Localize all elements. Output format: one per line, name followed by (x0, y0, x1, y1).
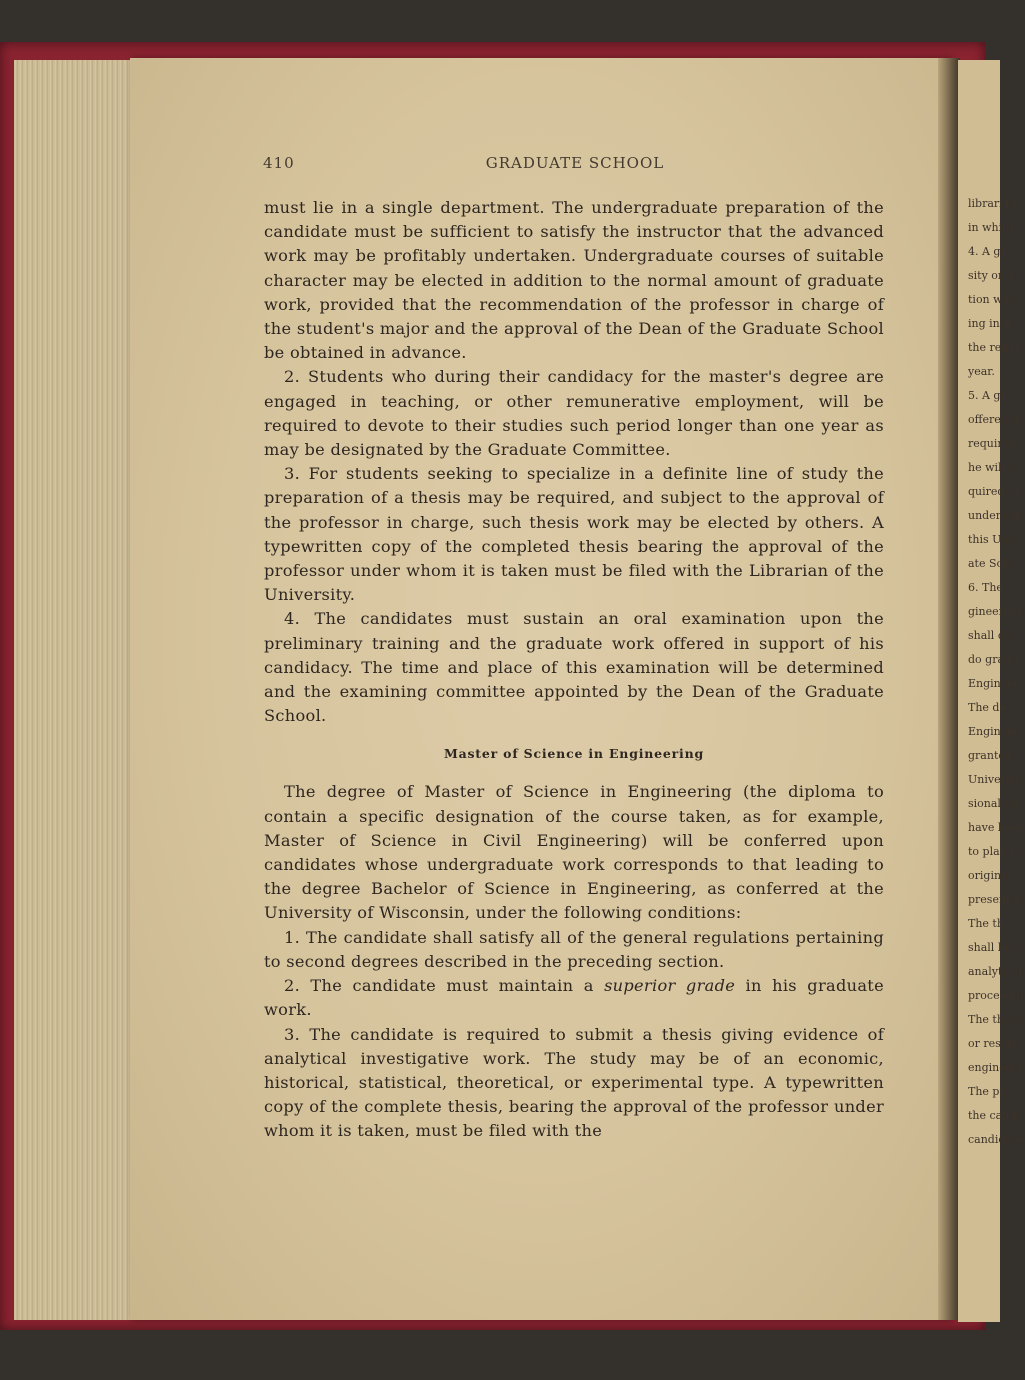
facing-page-fragment: analytical (968, 965, 1023, 978)
facing-page-fragment: original (968, 869, 1012, 882)
emphasis: superior grade (604, 976, 736, 996)
facing-page-fragment: Engineer, (968, 725, 1022, 738)
facing-page-fragment: the candi (968, 1109, 1020, 1122)
facing-page-fragment: The th (968, 917, 1004, 930)
paragraph: 2. Students who during their candidacy for the master's degree are engaged in teaching, or other remunerative employment, will be required to devote to their studies such period longer than one year as may be designated by the Graduate Committee. (264, 367, 884, 460)
facing-page-fragment: do gradu (968, 653, 1019, 666)
facing-page-fragment: required (968, 437, 1017, 450)
page-number: 410 (263, 154, 295, 172)
paragraph-text: in his graduate work. (264, 976, 884, 1020)
paragraph-text: 2. The candidate must maintain a (284, 976, 605, 996)
facing-page-fragment: engineeri (968, 1061, 1022, 1074)
page-body (264, 196, 884, 1144)
facing-page-fragment: have been (968, 821, 1025, 834)
paragraph: 1. The candidate shall satisfy all of the general regulations pertaining to second degrees described in the preceding section. (264, 927, 884, 971)
facing-page-fragment: sional an (968, 797, 1019, 810)
facing-page-edge (958, 60, 1025, 1322)
facing-page-fragment: gineering (968, 605, 1022, 618)
facing-page-fragment: or resear (968, 1037, 1020, 1050)
facing-page-fragment: year. (968, 365, 995, 378)
facing-page-fragment: granted (968, 749, 1012, 762)
paragraph: 3. For students seeking to specialize in a definite line of study the preparation of a thesis may be required, and subject to the approval of the professor in charge, such thesis work may be elected by others. A typewritten copy of the completed thesis bearing the approval of the professor under whom it is taken must be filed with the Librarian of the University. (264, 464, 884, 605)
facing-page-fragment: candidate (968, 1133, 1023, 1146)
facing-page-fragment: proceedin (968, 989, 1024, 1002)
facing-page-fragment: 6. The (968, 581, 1003, 594)
facing-page-fragment: sity or a (968, 269, 1014, 282)
book-gutter (938, 58, 960, 1320)
facing-page-fragment: the requi (968, 341, 1019, 354)
facing-page-fragment: in which (968, 221, 1016, 234)
facing-page-fragment: The pr (968, 1085, 1005, 1098)
facing-page-fragment: ing in w (968, 317, 1013, 330)
paragraph: must lie in a single department. The undergraduate preparation of the candidate must be sufficient to satisfy the instructor that the advanced work may be profitably undertaken. Undergraduate courses of suitable character may be elected in addition to the normal amount of graduate work, provided that the recommendation of the professor in charge of the student's major and the approval of the Dean of the Graduate School be obtained in advance. (264, 198, 884, 363)
facing-page-fragment: quired to (968, 485, 1019, 498)
facing-page-fragment: undergra (968, 509, 1020, 522)
facing-page-fragment: he will b (968, 461, 1016, 474)
facing-page-fragment: 4. A gr (968, 245, 1006, 258)
facing-page-fragment: The de (968, 701, 1006, 714)
paragraph: The degree of Master of Science in Engineering (the diploma to contain a specific designation of the course taken, as for example, Master of Science in Civil Engineering) will be conferred upon candidates whose undergraduate work corresponds to that leading to the degree Bachelor of Science in Engineering, as conferred at the University of Wisconsin, under the following conditions: (264, 782, 884, 923)
facing-page-fragment: The thesi (968, 1013, 1020, 1026)
facing-page-fragment: tion who (968, 293, 1017, 306)
facing-page-fragment: librarian (968, 197, 1017, 210)
facing-page-fragment: present a (968, 893, 1021, 906)
facing-page-fragment: shall det (968, 629, 1016, 642)
section-heading: Master of Science in Engineering (443, 746, 705, 762)
facing-page-fragment: Engineer (968, 677, 1020, 690)
paragraph: 3. The candidate is required to submit a thesis giving evidence of analytical investigative work. The study may be of an economic, historical, statistical, theoretical, or experimental type. A typewritten copy of the complete thesis, bearing the approval of the professor under whom it is taken, must be filed with the (264, 1024, 884, 1141)
running-header (263, 154, 887, 176)
facing-page-fragment: shall be (968, 941, 1012, 954)
running-title: GRADUATE SCHOOL (485, 154, 665, 172)
facing-page-fragment: Universit (968, 773, 1020, 786)
paragraph: 4. The candidates must sustain an oral examination upon the preliminary training and the graduate work offered in support of his candidacy. The time and place of this examination will be determined and the examining committee appointed by the Dean of the Graduate School. (264, 609, 884, 726)
facing-page-fragment: offered in (968, 413, 1022, 426)
paragraph (264, 974, 884, 1022)
facing-page-fragment: to plan c (968, 845, 1017, 858)
facing-page-fragment: ate Scho (968, 557, 1017, 570)
facing-page-fragment: 5. A gr (968, 389, 1006, 402)
facing-page-fragment: this Univ (968, 533, 1019, 546)
